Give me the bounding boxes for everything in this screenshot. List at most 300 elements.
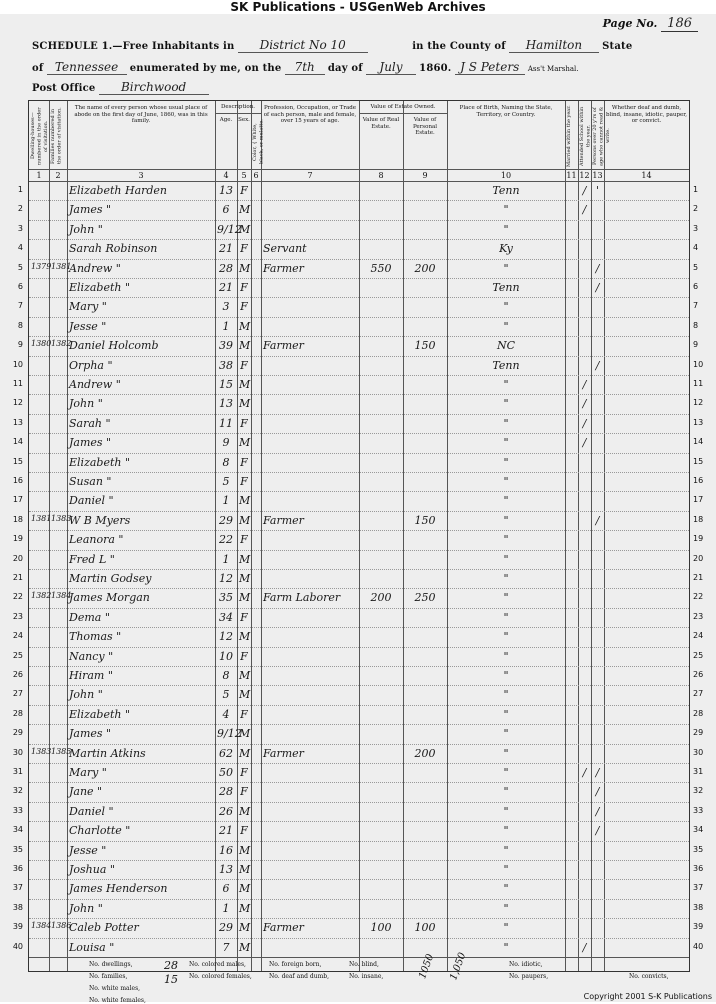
row-divider: [29, 608, 689, 609]
row-number-left: 36: [12, 864, 23, 873]
place-of-birth: ": [503, 727, 509, 741]
row-number-left: 15: [12, 456, 23, 466]
row-number-right: 28: [693, 708, 704, 718]
school-mark: /: [582, 184, 587, 197]
row-number-right: 1: [693, 185, 699, 194]
row-number-left: 24: [12, 631, 23, 641]
person-name: W B Myers: [69, 513, 131, 527]
place-of-birth: ": [503, 203, 509, 217]
person-name: Orpha ": [69, 358, 113, 372]
row-divider: [29, 763, 689, 764]
row-number-right: 40: [693, 941, 704, 951]
person-age: 21: [219, 242, 233, 256]
row-number-right: 33: [693, 805, 704, 815]
person-sex: M: [239, 688, 251, 702]
row-divider: [29, 821, 689, 822]
column-number: 3: [138, 171, 144, 180]
person-occupation: Farmer: [263, 513, 304, 527]
post-office-line: [32, 80, 209, 95]
person-sex: M: [239, 203, 251, 217]
personal-estate-value: 150: [414, 339, 436, 353]
row-number-right: 25: [693, 650, 704, 660]
column-header-c3: The name of every person whose usual place of abode on the first day of June, 1860, was in this family.: [74, 105, 208, 124]
header-divider: [29, 169, 689, 170]
family-number: 1384: [51, 591, 72, 601]
person-name: James ": [69, 727, 112, 741]
place-of-birth: ": [503, 824, 509, 838]
person-sex: M: [239, 397, 251, 411]
row-number-right: 36: [693, 864, 704, 873]
row-number-right: 21: [693, 573, 704, 582]
person-name: John ": [69, 688, 103, 702]
state-value: Tennessee: [47, 60, 127, 75]
person-age: 35: [219, 591, 233, 605]
row-number-right: 30: [693, 747, 704, 757]
person-age: 8: [222, 455, 230, 469]
person-name: Andrew ": [69, 261, 121, 275]
row-number-left: 40: [12, 941, 23, 951]
person-name: Martin Atkins: [69, 746, 146, 760]
school-mark: /: [582, 766, 587, 779]
dwelling-number: 1383: [31, 746, 52, 756]
school-mark: /: [582, 378, 587, 391]
row-number-right: 27: [693, 689, 704, 699]
footer-idiotic: No. idiotic,: [509, 961, 543, 968]
row-divider: [29, 472, 689, 473]
row-number-right: 32: [693, 786, 704, 796]
row-divider: [29, 259, 689, 260]
footer-families: No. families,: [89, 973, 128, 980]
enumeration-line: [32, 60, 579, 75]
row-number-left: 38: [12, 902, 23, 912]
row-divider: [29, 744, 689, 745]
of-label: of: [32, 63, 44, 74]
column-number: 8: [378, 171, 384, 180]
place-of-birth: ": [503, 804, 509, 818]
person-name: John ": [69, 397, 103, 411]
place-of-birth: ": [503, 378, 509, 391]
place-of-birth: ": [503, 552, 509, 566]
row-number-right: 13: [693, 417, 704, 427]
row-divider: [29, 724, 689, 725]
person-name: Andrew ": [69, 378, 121, 391]
person-age: 21: [219, 281, 233, 294]
row-number-right: 26: [693, 670, 704, 679]
row-number-right: 22: [693, 592, 704, 602]
person-name: Leanora ": [69, 533, 124, 547]
footer-deaf-dumb: No. deaf and dumb,: [269, 973, 329, 980]
row-number-left: 2: [17, 204, 23, 214]
place-of-birth: ": [503, 416, 509, 430]
read-write-mark: /: [595, 824, 600, 838]
row-number-left: 32: [12, 786, 23, 796]
row-number-right: 38: [693, 902, 704, 912]
school-mark: /: [582, 436, 587, 450]
column-header-c14: Whether deaf and dumb, blind, insane, idiotic, pauper, or convict.: [605, 105, 688, 124]
place-of-birth: Ky: [499, 242, 513, 256]
place-of-birth: ": [503, 572, 509, 585]
person-sex: M: [239, 572, 251, 585]
dwelling-number: 1379: [31, 261, 52, 271]
person-occupation: Farmer: [263, 746, 304, 760]
column-number: 6: [253, 171, 259, 180]
row-number-left: 31: [12, 767, 23, 776]
row-divider: [29, 588, 689, 589]
row-divider: [29, 317, 689, 318]
place-of-birth: ": [503, 475, 509, 488]
row-number-right: 5: [693, 262, 699, 272]
column-number: 7: [307, 171, 313, 180]
person-occupation: Servant: [263, 242, 307, 256]
person-age: 9: [222, 436, 230, 450]
school-mark: /: [582, 203, 587, 217]
family-number: 1381: [51, 261, 72, 271]
person-name: Nancy ": [69, 649, 114, 663]
column-header-c1: Dwelling-houses—numbered in the order of visitation.: [30, 107, 49, 165]
row-divider: [29, 666, 689, 667]
person-age: 29: [219, 921, 233, 935]
person-occupation: Farmer: [263, 921, 304, 935]
row-divider: [29, 200, 689, 201]
marshal-label: Ass't Marshal.: [527, 65, 579, 73]
row-number-left: 4: [17, 243, 23, 253]
person-sex: M: [239, 669, 251, 682]
read-write-mark: /: [595, 261, 600, 275]
dwelling-number: 1384: [31, 921, 52, 931]
person-sex: M: [239, 552, 251, 566]
person-name: Fred L ": [69, 552, 115, 566]
month-value: July: [366, 60, 416, 75]
person-name: Thomas ": [69, 630, 122, 644]
row-divider: [29, 239, 689, 240]
column-number: 12: [579, 171, 590, 180]
row-number-right: 2: [693, 204, 699, 214]
row-number-left: 37: [12, 883, 23, 893]
person-name: Jesse ": [69, 843, 107, 857]
column-header-c12: Attended School within the year.: [579, 106, 592, 166]
row-divider: [29, 297, 689, 298]
row-divider: [29, 918, 689, 919]
person-age: 9/12: [217, 222, 242, 236]
place-of-birth: Tenn: [492, 184, 520, 197]
family-number: 1386: [51, 921, 72, 931]
place-of-birth: ": [503, 222, 509, 236]
person-age: 28: [219, 261, 233, 275]
column-number: 2: [55, 171, 61, 180]
family-number: 1382: [51, 339, 72, 349]
person-occupation: Farm Laborer: [263, 591, 341, 605]
footer-divider: [29, 957, 689, 958]
place-of-birth: Tenn: [492, 358, 520, 372]
row-number-left: 11: [12, 379, 23, 388]
dwelling-number: 1381: [31, 513, 52, 523]
row-number-right: 39: [693, 922, 704, 932]
row-number-left: 22: [12, 592, 23, 602]
person-sex: F: [240, 475, 248, 488]
row-divider: [29, 336, 689, 337]
marshal-name: J S Peters: [455, 60, 525, 75]
column-header-c11: Married within the year.: [566, 105, 572, 167]
person-name: James Morgan: [69, 591, 150, 605]
person-age: 62: [219, 746, 233, 760]
person-age: 26: [219, 804, 233, 818]
archive-banner: SK Publications - USGenWeb Archives: [0, 0, 716, 14]
row-divider: [29, 433, 689, 434]
personal-estate-value: 100: [414, 921, 436, 935]
row-number-right: 18: [693, 514, 704, 524]
footer-dwellings: No. dwellings,: [89, 961, 133, 968]
person-sex: M: [239, 863, 251, 876]
person-age: 13: [219, 863, 233, 876]
person-age: 13: [219, 184, 233, 197]
row-number-left: 18: [12, 514, 23, 524]
place-of-birth: ": [503, 843, 509, 857]
row-divider: [29, 375, 689, 376]
row-number-left: 17: [12, 495, 23, 505]
place-of-birth: ": [503, 455, 509, 469]
person-age: 21: [219, 824, 233, 838]
person-age: 8: [222, 669, 230, 682]
footer-real-total: 1050: [417, 952, 437, 981]
column-number: 10: [500, 171, 512, 180]
place-of-birth: ": [503, 688, 509, 702]
person-name: Elizabeth Harden: [69, 184, 168, 197]
person-name: Elizabeth ": [69, 707, 131, 721]
row-number-right: 34: [693, 825, 704, 835]
place-of-birth: ": [503, 300, 509, 314]
column-number: 14: [641, 171, 652, 180]
person-age: 5: [222, 688, 230, 702]
read-write-mark: /: [595, 513, 600, 527]
row-number-left: 27: [12, 689, 23, 699]
place-of-birth: ": [503, 494, 509, 508]
row-divider: [29, 802, 689, 803]
person-sex: M: [239, 804, 251, 818]
row-number-left: 25: [12, 650, 23, 660]
person-sex: F: [240, 610, 248, 624]
person-name: Martin Godsey: [69, 572, 152, 585]
person-sex: M: [239, 591, 251, 605]
row-divider: [29, 705, 689, 706]
footer-blind: No. blind,: [349, 961, 379, 968]
estate-divider: [359, 113, 447, 114]
row-number-right: 20: [693, 553, 704, 563]
row-number-right: 37: [693, 883, 704, 893]
row-divider: [29, 841, 689, 842]
row-number-right: 3: [693, 223, 699, 233]
person-sex: F: [240, 649, 248, 663]
place-of-birth: Tenn: [492, 281, 520, 294]
person-age: 11: [219, 416, 233, 430]
row-divider: [29, 356, 689, 357]
person-age: 9/12: [217, 727, 242, 741]
footer-personal-total: 1,050: [448, 951, 469, 982]
row-number-right: 14: [693, 437, 704, 447]
page-number: [603, 16, 698, 31]
person-age: 15: [219, 378, 233, 391]
person-name: Jane ": [69, 785, 103, 799]
person-name: Elizabeth ": [69, 281, 131, 294]
person-sex: F: [240, 766, 248, 779]
person-name: James ": [69, 203, 112, 217]
person-age: 3: [222, 300, 230, 314]
row-number-left: 10: [12, 359, 23, 369]
footer-females-value: 15: [164, 973, 178, 986]
row-number-left: 16: [12, 476, 23, 485]
person-sex: M: [239, 222, 251, 236]
person-sex: F: [240, 184, 248, 197]
post-office-value: Birchwood: [99, 80, 209, 95]
personal-estate-value: 200: [414, 261, 436, 275]
footer-colored-females: No. colored females,: [189, 973, 252, 980]
person-age: 1: [222, 901, 230, 915]
person-sex: M: [239, 513, 251, 527]
school-mark: /: [582, 940, 587, 954]
row-divider: [29, 278, 689, 279]
year-label: 1860.: [419, 63, 452, 74]
row-number-left: 33: [12, 805, 23, 815]
row-number-right: 23: [693, 611, 704, 621]
person-name: Daniel Holcomb: [69, 339, 159, 353]
person-name: Hiram ": [69, 669, 113, 682]
schedule-title: SCHEDULE 1.—Free Inhabitants in: [32, 41, 235, 52]
row-number-left: 30: [12, 747, 23, 757]
read-write-mark: /: [595, 785, 600, 799]
row-number-right: 17: [693, 495, 704, 505]
row-divider: [29, 530, 689, 531]
row-divider: [29, 938, 689, 939]
place-of-birth: ": [503, 591, 509, 605]
person-age: 50: [219, 766, 233, 779]
person-sex: F: [240, 824, 248, 838]
county-value: Hamilton: [509, 38, 599, 53]
person-sex: M: [239, 630, 251, 644]
person-age: 28: [219, 785, 233, 799]
person-sex: F: [240, 358, 248, 372]
footer-colored-males: No. colored males,: [189, 961, 246, 968]
day-label: day of: [327, 63, 363, 74]
column-number: 13: [592, 171, 603, 180]
row-number-right: 4: [693, 243, 699, 253]
row-divider: [29, 860, 689, 861]
row-number-left: 29: [12, 728, 23, 738]
state-label: State: [602, 41, 633, 52]
footer-white-males: No. white males,: [89, 985, 141, 992]
copyright-notice: Copyright 2001 S-K Publications: [583, 992, 712, 1001]
person-name: Dema ": [69, 610, 110, 624]
person-sex: F: [240, 455, 248, 469]
row-divider: [29, 394, 689, 395]
person-sex: F: [240, 281, 248, 294]
place-of-birth: ": [503, 513, 509, 527]
place-of-birth: ": [503, 882, 509, 896]
place-of-birth: ": [503, 766, 509, 779]
column-header-c6: Color, { White, black, or mulatto.: [252, 119, 265, 165]
row-number-right: 6: [693, 282, 699, 291]
district-value: District No 10: [238, 38, 368, 53]
footer-convicts: No. convicts,: [629, 973, 669, 980]
row-divider: [29, 685, 689, 686]
person-age: 13: [219, 397, 233, 411]
person-age: 5: [222, 475, 230, 488]
place-of-birth: ": [503, 610, 509, 624]
row-divider: [29, 569, 689, 570]
person-sex: M: [239, 843, 251, 857]
row-divider: [29, 220, 689, 221]
school-mark: /: [582, 416, 587, 430]
person-sex: M: [239, 378, 251, 391]
column-number: 11: [566, 171, 577, 180]
row-number-left: 1: [17, 185, 23, 194]
read-write-mark: /: [595, 804, 600, 818]
person-name: John ": [69, 901, 103, 915]
row-number-left: 34: [12, 825, 23, 835]
row-divider: [29, 647, 689, 648]
person-sex: F: [240, 300, 248, 314]
person-name: Sarah Robinson: [69, 242, 158, 256]
row-number-left: 6: [17, 282, 23, 291]
row-number-right: 7: [693, 301, 699, 311]
row-number-right: 16: [693, 476, 704, 485]
description-divider: [215, 113, 261, 114]
person-name: James ": [69, 436, 112, 450]
person-age: 6: [222, 882, 230, 896]
person-sex: M: [239, 921, 251, 935]
person-sex: M: [239, 727, 251, 741]
column-number: 1: [36, 171, 42, 180]
place-of-birth: ": [503, 533, 509, 547]
person-name: Joshua ": [69, 863, 115, 876]
person-name: James Henderson: [69, 882, 168, 896]
person-occupation: Farmer: [263, 261, 304, 275]
person-age: 1: [222, 494, 230, 508]
person-sex: M: [239, 261, 251, 275]
school-mark: /: [582, 397, 587, 411]
person-age: 1: [222, 552, 230, 566]
row-divider: [29, 550, 689, 551]
real-estate-value: 100: [370, 921, 392, 935]
place-of-birth: NC: [496, 339, 516, 353]
county-label: in the County of: [412, 41, 506, 52]
column-header-c9: Value of Personal Estate.: [412, 117, 438, 136]
person-name: Charlotte ": [69, 824, 131, 838]
row-number-left: 28: [12, 708, 23, 718]
personal-estate-value: 150: [414, 513, 436, 527]
person-name: Elizabeth ": [69, 455, 131, 469]
row-number-left: 7: [17, 301, 23, 311]
place-of-birth: ": [503, 921, 509, 935]
read-write-mark: /: [595, 281, 600, 294]
row-number-right: 9: [693, 340, 699, 350]
person-name: Caleb Potter: [69, 921, 139, 935]
place-of-birth: ": [503, 261, 509, 275]
place-of-birth: ": [503, 785, 509, 799]
footer-white-females: No. white females,: [89, 997, 146, 1004]
row-divider: [29, 453, 689, 454]
schedule-line: [32, 38, 632, 53]
row-number-right: 11: [693, 379, 704, 388]
column-header-c2: Families numbered in the order of visitation.: [50, 107, 63, 165]
person-sex: M: [239, 882, 251, 896]
place-of-birth: ": [503, 746, 509, 760]
estate-header: Value of Estate Owned.: [370, 104, 436, 110]
personal-estate-value: 250: [414, 591, 436, 605]
column-header-c8: Value of Real Estate.: [362, 117, 400, 130]
dwelling-number: 1380: [31, 339, 52, 349]
person-age: 38: [219, 358, 233, 372]
person-sex: M: [239, 901, 251, 915]
place-of-birth: ": [503, 319, 509, 333]
